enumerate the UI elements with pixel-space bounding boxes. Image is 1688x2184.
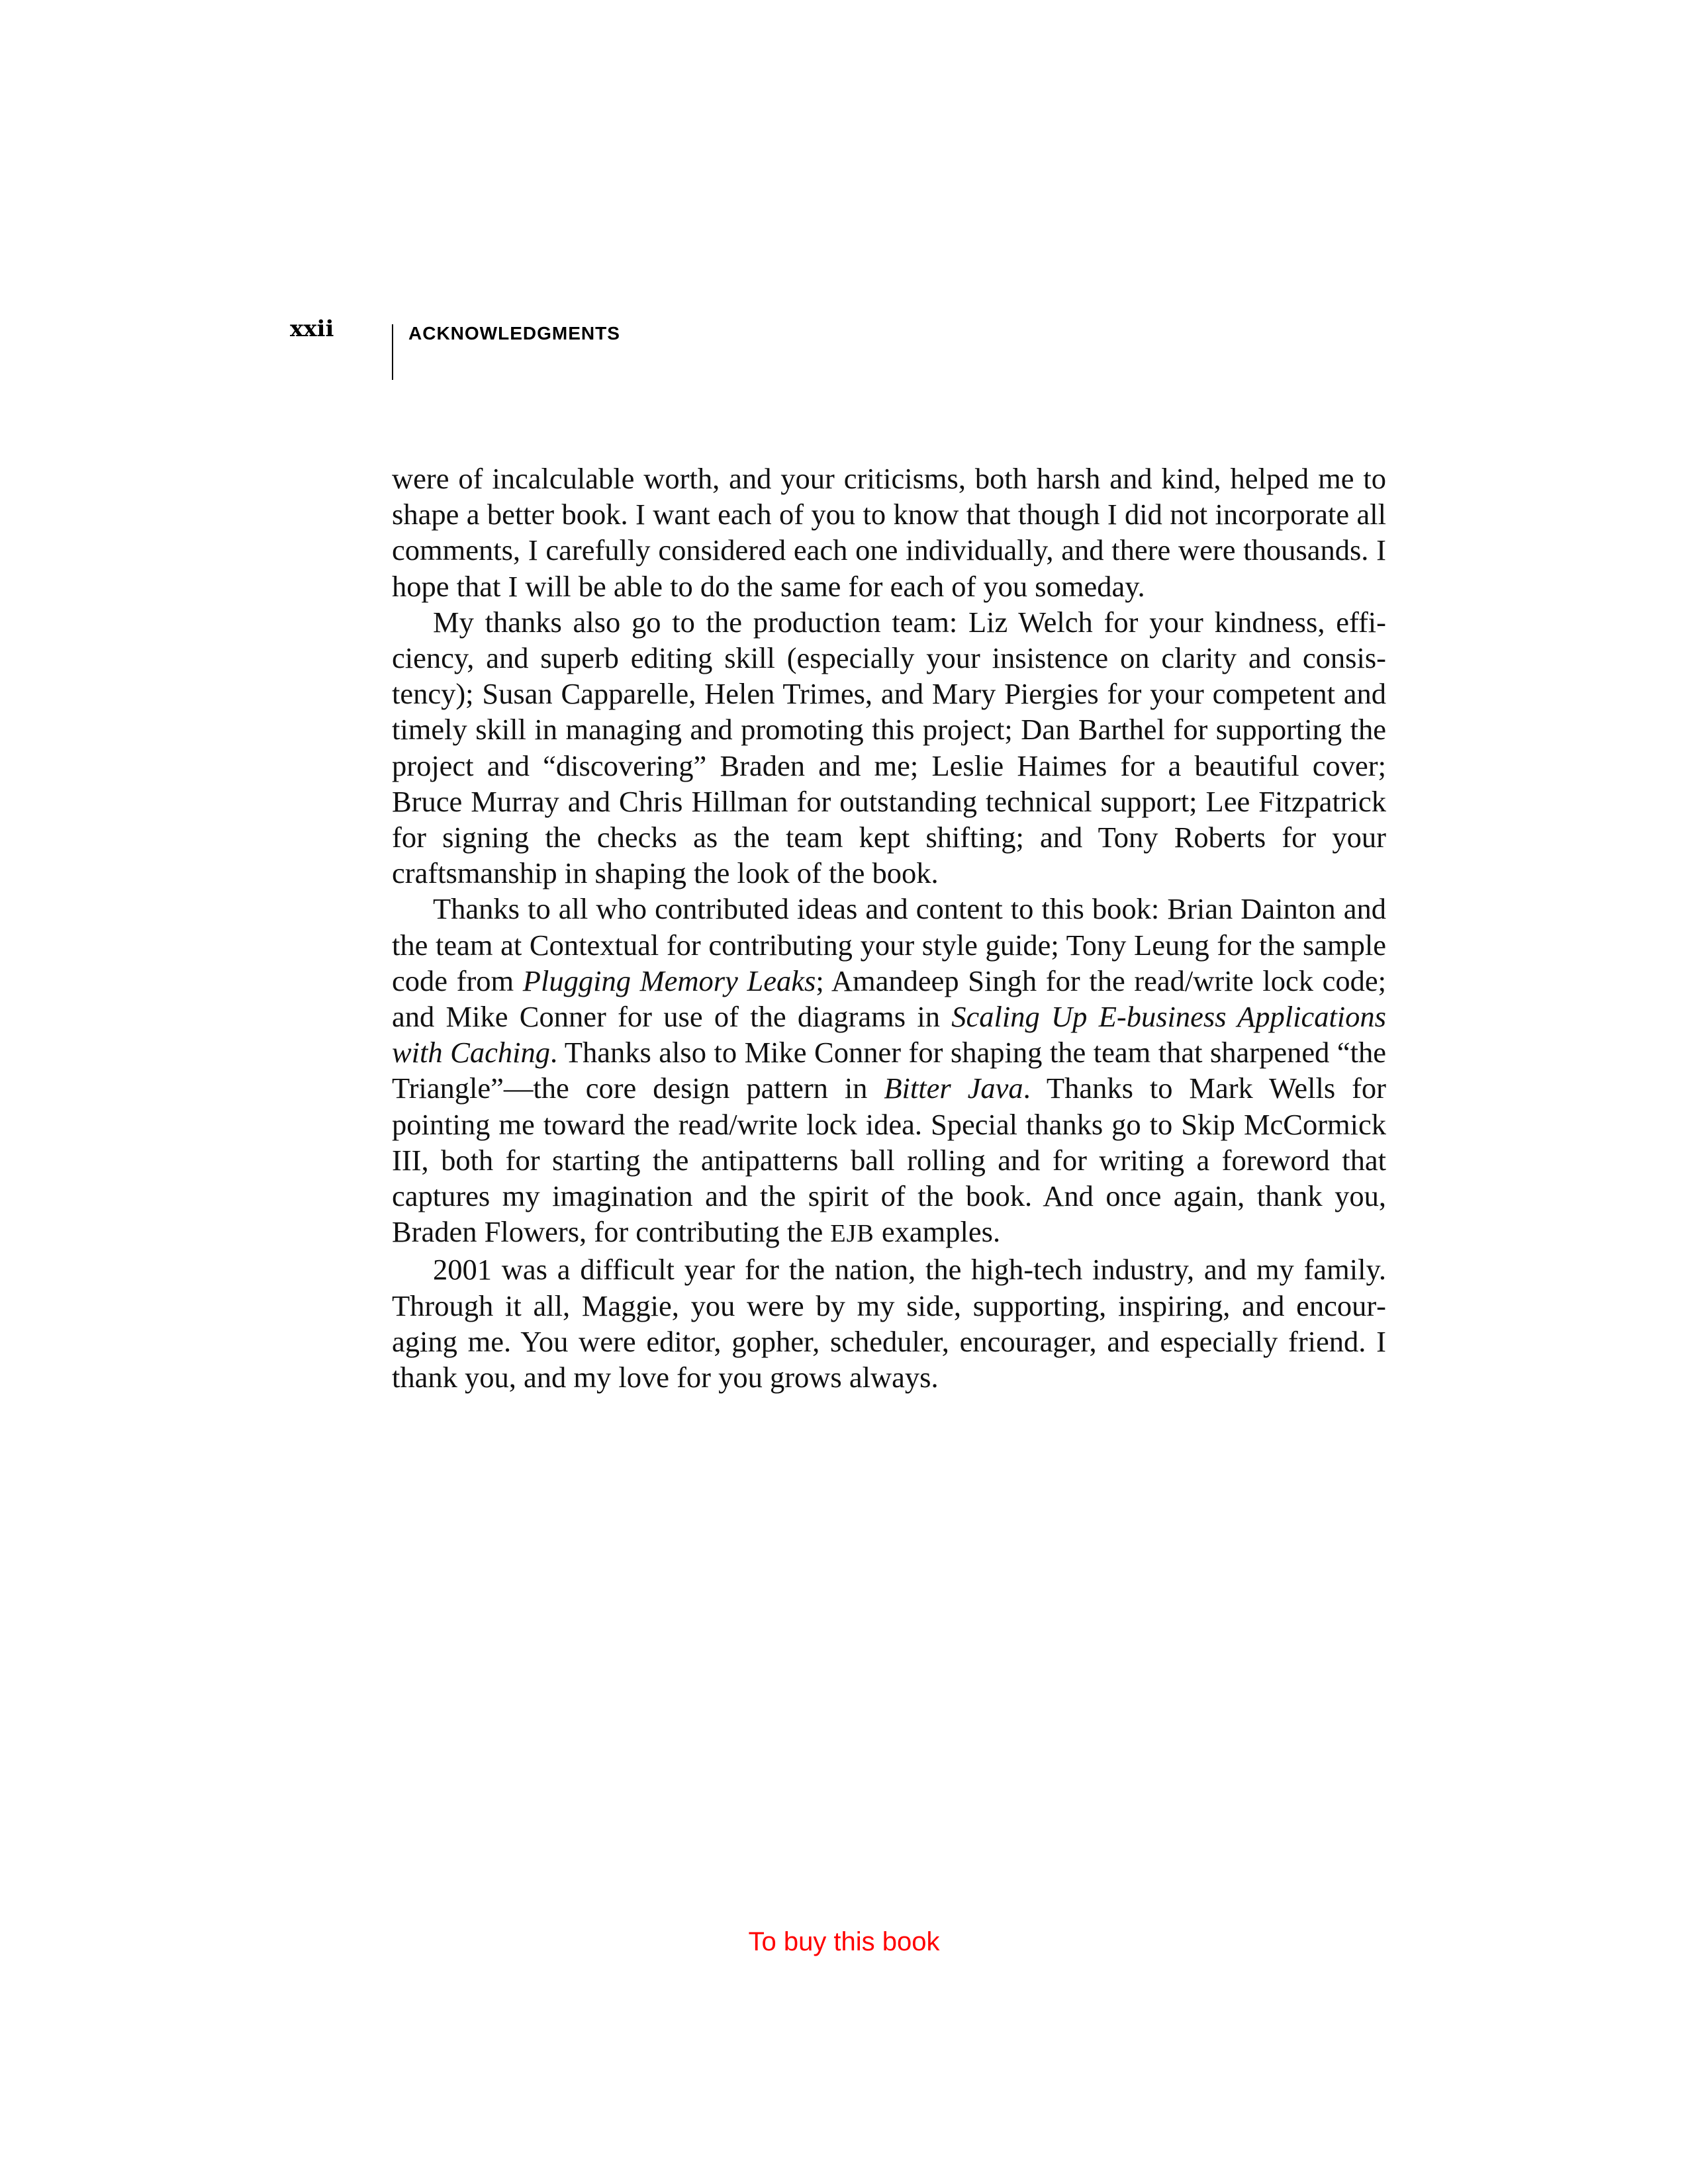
book-title-plugging-memory-leaks: Plugging Memory Leaks bbox=[522, 964, 816, 997]
ejb-acronym: EJB bbox=[830, 1220, 874, 1248]
paragraph-3 bbox=[392, 891, 1386, 1251]
paragraph-3-text: Thanks to all who contributed ideas and content to this book: Brian Dainton and the team at Contextual for contributing your style guide; Tony Leung for the sample code from bbox=[392, 892, 1386, 997]
running-head: ACKNOWLEDGMENTS bbox=[408, 323, 620, 343]
paragraph-3-text: examples. bbox=[874, 1215, 1001, 1249]
book-title-bitter-java: Bitter Java bbox=[884, 1071, 1023, 1105]
paragraph-1: were of incalculable worth, and your criticisms, both harsh and kind, helped me to shape a better book. I want each of you to know that though I did not incorporate all comments, I carefully considered each one individually, and there were thousands. I hope that I will be able to do the same for each of you someday. bbox=[392, 462, 1386, 603]
header-divider bbox=[392, 324, 393, 380]
page-number: xxii bbox=[290, 316, 334, 342]
book-title-scaling-up: Scaling Up E-business Applications with Caching bbox=[392, 1000, 1386, 1069]
paragraph-2: My thanks also go to the production team: Liz Welch for your kindness, efficiency, and superb editing skill (especially your insistence on clarity and consistency); Susan Capparelle, Helen Trimes, and Mary Piergies for your competent and timely skill in managing and promoting this project; Dan Barthel for supporting the project and “discovering” Braden and me; Leslie Haimes for a beautiful cover; Bruce Murray and Chris Hillman for outstanding technical support; Lee Fitzpatrick for signing the checks as the team kept shifting; and Tony Roberts for your craftsmanship in shaping the look of the book. bbox=[392, 605, 1386, 890]
buy-book-link[interactable]: To buy this book bbox=[748, 1927, 940, 1956]
body-text bbox=[392, 461, 1386, 1395]
paragraph-3-text: . Thanks also to Mike Conner for shaping the team that sharpened “the Triangle”—the core design pattern in bbox=[392, 1036, 1386, 1105]
paragraph-3-text: ; Amandeep Singh for the read/write lock code; and Mike Conner for use of the diagrams in bbox=[392, 964, 1386, 1034]
paragraph-3-text: . Thanks to Mark Wells for pointing me toward the read/write lock idea. Special thanks go to Skip McCormick III, both for starting the antipatterns ball rolling and for writing a foreword that captures my imagination and the spirit of the book. And once again, thank you, Braden Flowers, for contributing the bbox=[392, 1071, 1386, 1249]
paragraph-4: 2001 was a difficult year for the nation, the high-tech industry, and my family. Through it all, Maggie, you were by my side, supporting, inspiring, and encouraging me. You were editor, gopher, scheduler, encourager, and especially friend. I thank you, and my love for you grows always. bbox=[392, 1253, 1386, 1394]
